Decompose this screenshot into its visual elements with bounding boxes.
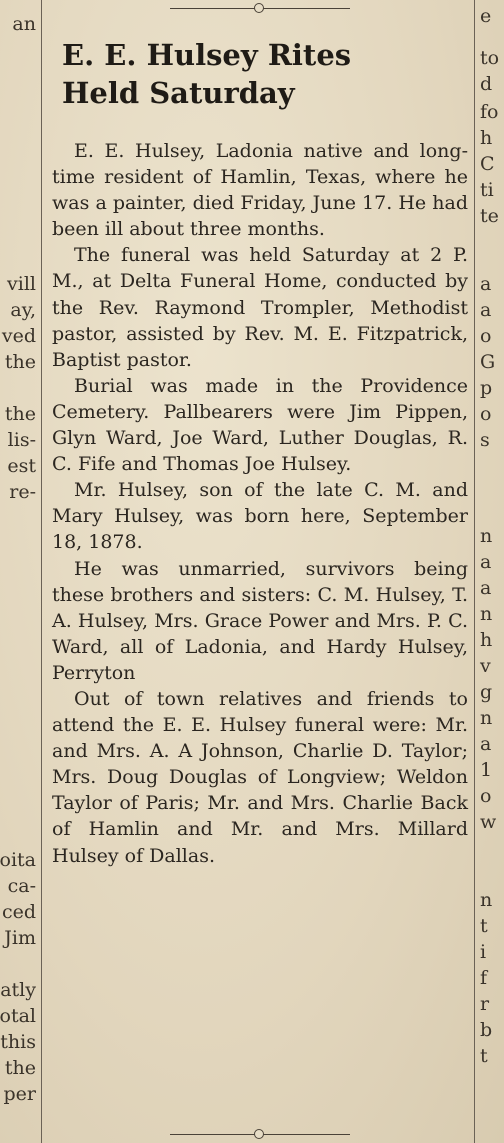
- right-fragment: n: [480, 603, 493, 625]
- bottom-ornament-rule: [170, 1128, 350, 1142]
- left-fragment: an: [12, 13, 36, 35]
- ornament-dot: [254, 1129, 264, 1139]
- headline-line-1: E. E. Hulsey Rites: [62, 38, 352, 72]
- right-fragment: b: [480, 1019, 493, 1041]
- ornament-dot: [254, 3, 264, 13]
- right-fragment: h: [480, 629, 493, 651]
- right-fragment: to: [480, 47, 500, 69]
- right-fragment: n: [480, 707, 493, 729]
- left-fragment: re-: [9, 481, 36, 503]
- right-fragment: n: [480, 525, 493, 547]
- right-fragment: a: [480, 299, 492, 321]
- right-fragment: o: [480, 403, 492, 425]
- left-fragment: the: [4, 351, 36, 373]
- left-column-fragments: [0, 0, 38, 1143]
- left-fragment: the: [4, 1057, 36, 1079]
- right-fragment: fo: [480, 101, 499, 123]
- right-fragment: a: [480, 551, 492, 573]
- article-paragraph: Out of town relatives and friends to attend the E. E. Hulsey funeral were: Mr. and Mrs. A. A Johnson, Charlie D. Taylor; Mrs. Doug Douglas of Longview; Weldon Taylor of Paris; Mr. and Mrs. Charlie Back of Hamlin and Mr. and Mrs. Millard Hulsey of Dallas.: [52, 687, 468, 867]
- article-paragraph: Burial was made in the Providence Cemetery. Pallbearers were Jim Pippen, Glyn Ward, Joe Ward, Luther Douglas, R. C. Fife and Thomas Joe Hulsey.: [52, 374, 468, 476]
- right-column-fragments: [478, 0, 504, 1143]
- article-paragraph: The funeral was held Saturday at 2 P. M., at Delta Funeral Home, conducted by the Rev. Raymond Trompler, Methodist pastor, assisted by Rev. M. E. Fitzpatrick, Baptist pastor.: [52, 244, 468, 371]
- right-fragment: i: [480, 941, 487, 963]
- right-fragment: g: [480, 681, 493, 703]
- left-fragment: this: [0, 1031, 36, 1053]
- right-fragment: a: [480, 273, 492, 295]
- left-fragment: ced: [1, 901, 36, 923]
- right-fragment: o: [480, 325, 492, 347]
- headline-line-2: Held Saturday: [62, 76, 295, 110]
- right-fragment: o: [480, 785, 492, 807]
- right-fragment: G: [480, 351, 496, 373]
- left-fragment: est: [7, 455, 36, 477]
- headline: [62, 36, 462, 112]
- right-fragment: te: [480, 205, 499, 227]
- right-fragment: e: [480, 5, 492, 27]
- right-fragment: s: [480, 429, 490, 451]
- left-fragment: atly: [0, 979, 36, 1001]
- left-fragment: otal: [0, 1005, 36, 1027]
- right-fragment: f: [480, 967, 488, 989]
- left-fragment: ca-: [7, 875, 36, 897]
- right-fragment: a: [480, 577, 492, 599]
- right-fragment: t: [480, 915, 488, 937]
- right-fragment: v: [480, 655, 491, 677]
- right-fragment: ti: [480, 179, 494, 201]
- right-fragment: C: [480, 153, 495, 175]
- column-rule-left: [41, 0, 42, 1143]
- top-ornament-rule: [170, 2, 350, 16]
- left-fragment: per: [3, 1083, 36, 1105]
- right-fragment: p: [480, 377, 493, 399]
- column-rule-right: [474, 0, 475, 1143]
- right-fragment: w: [480, 811, 497, 833]
- left-fragment: the: [4, 403, 36, 425]
- left-fragment: lis-: [7, 429, 36, 451]
- left-fragment: vill: [7, 273, 36, 295]
- right-fragment: h: [480, 127, 493, 149]
- right-fragment: t: [480, 1045, 488, 1067]
- article-paragraph: E. E. Hulsey, Ladonia native and long-time resident of Hamlin, Texas, where he was a painter, died Friday, June 17. He had been ill about three months.: [52, 140, 468, 241]
- right-fragment: n: [480, 889, 493, 911]
- article-paragraph: He was unmarried, survivors being these brothers and sisters: C. M. Hulsey, T. A. Hulsey, Mrs. Grace Power and Mrs. P. C. Ward, all of Ladonia, and Hardy Hulsey, Perryton: [52, 557, 468, 684]
- right-fragment: r: [480, 993, 490, 1015]
- right-fragment: d: [480, 73, 493, 95]
- left-fragment: ay,: [10, 299, 36, 321]
- right-fragment: 1: [480, 759, 493, 781]
- left-fragment: oita: [0, 849, 36, 871]
- right-fragment: a: [480, 733, 492, 755]
- article-body: [52, 138, 468, 869]
- left-fragment: Jim: [4, 927, 36, 949]
- article-paragraph: Mr. Hulsey, son of the late C. M. and Mary Hulsey, was born here, September 18, 1878.: [52, 479, 468, 554]
- left-fragment: ved: [1, 325, 36, 347]
